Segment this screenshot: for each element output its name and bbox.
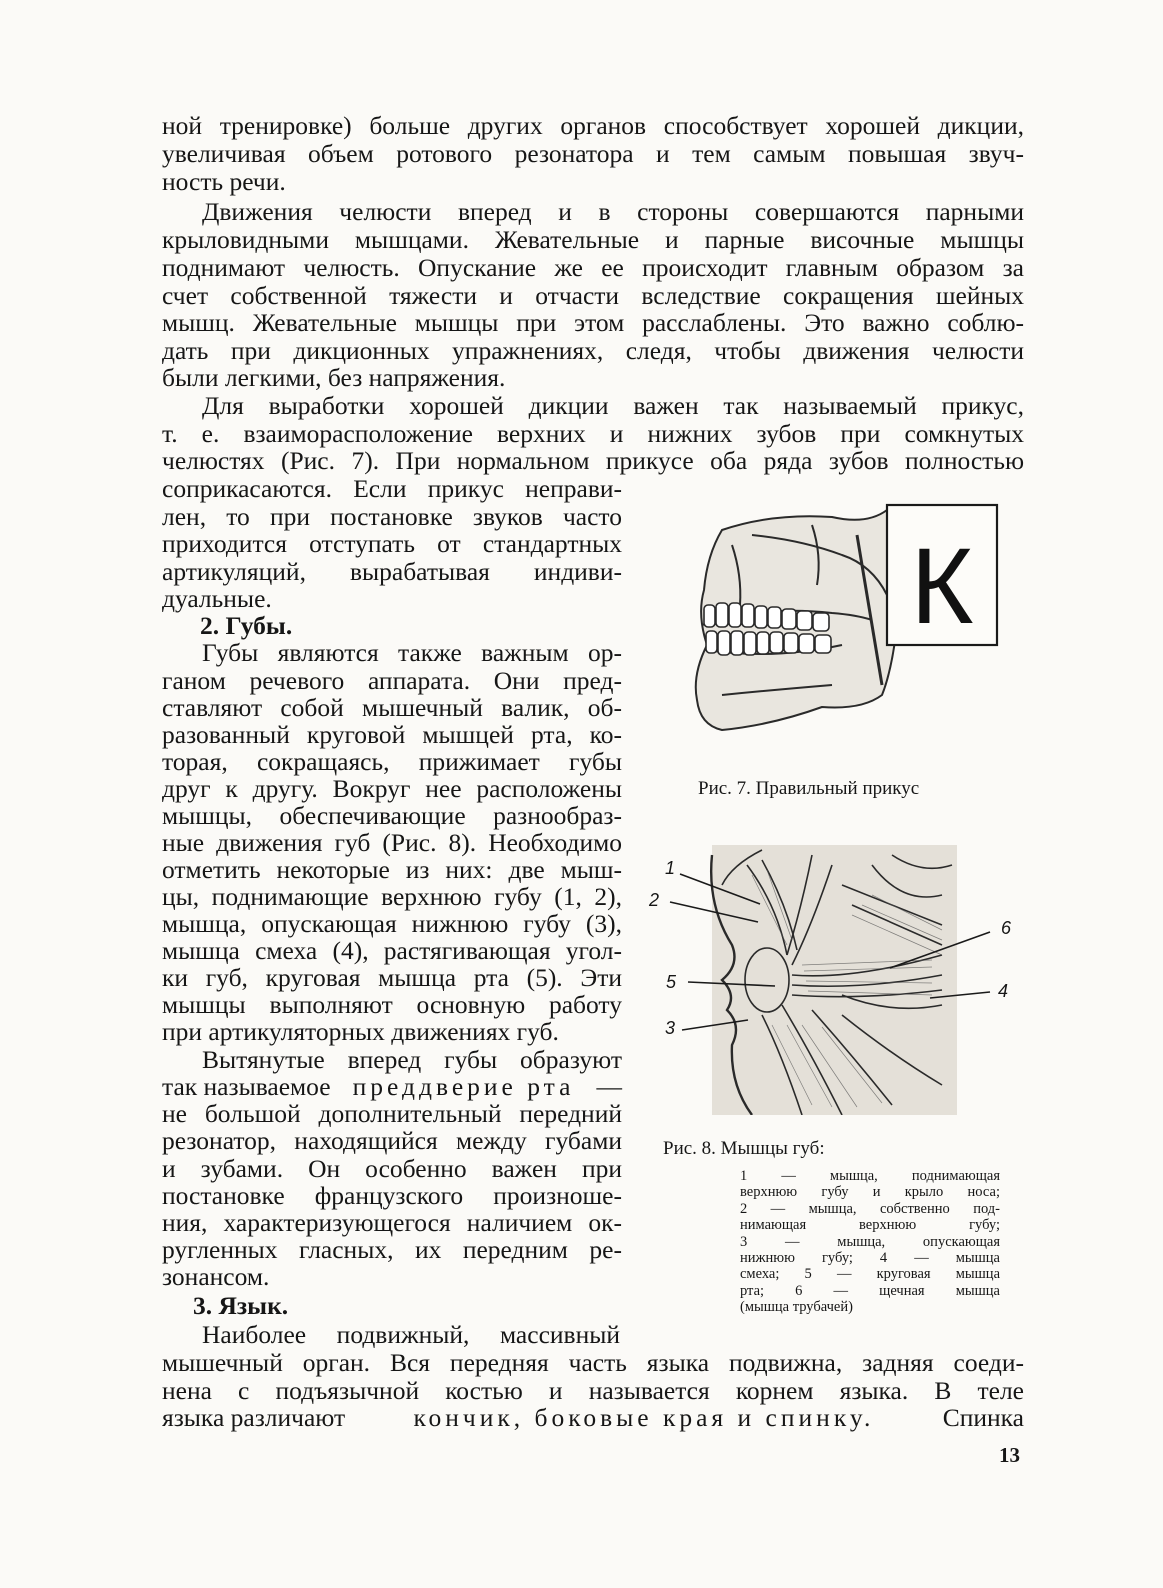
text-line: мышечный орган. Вся передняя часть языка подвижна, задняя соеди- — [162, 1348, 1024, 1377]
label-5: 5 — [666, 972, 677, 992]
text-line: постановке французского произноше- — [162, 1181, 622, 1210]
text-line: артикуляций, вырабатывая индиви- — [162, 557, 622, 586]
text-line: поднимают челюсть. Опускание же ее происходит главным образом за — [162, 253, 1024, 282]
text-line: мышцы, обеспечивающие разнообраз- — [162, 801, 622, 830]
text-line: соприкасаются. Если прикус неправи- — [162, 474, 622, 503]
text-line: ния, характеризующегося наличием ок- — [162, 1208, 622, 1237]
term-tongue-parts: кончик, боковые края и спинку. — [413, 1403, 875, 1432]
text-line: дуальные. — [162, 584, 272, 613]
figure-7-caption: Рис. 7. Правильный прикус — [698, 778, 920, 799]
text-line: челюстях (Рис. 7). При нормальном прикусе оба ряда зубов полностью — [162, 446, 1024, 475]
section-heading-tongue: 3. Язык. — [193, 1291, 289, 1320]
text-line: счет собственной тяжести и отчасти вследствие сокращения шейных — [162, 281, 1024, 310]
label-3: 3 — [665, 1018, 676, 1038]
text-line: дать при дикционных упражнениях, следя, чтобы движения челюсти — [162, 336, 1024, 365]
legend-line: 3 — мышца, опускающая — [740, 1233, 1000, 1250]
text-line: и зубами. Он особенно важен при — [162, 1154, 622, 1183]
text-fragment: — — [596, 1072, 622, 1101]
text-line: ность речи. — [162, 167, 286, 196]
text-line: крыловидными мышцами. Жевательные и парные височные мышцы — [162, 225, 1024, 254]
legend-line: 2 — мышца, собственно под- — [740, 1200, 1000, 1217]
text-line: ной тренировке) больше других органов способствует хорошей дикции, — [162, 111, 1024, 140]
label-6: 6 — [1001, 918, 1012, 938]
text-line: Вытянутые вперед губы образуют — [202, 1045, 622, 1074]
text-line: цы, поднимающие верхнюю губу (1, 2), — [162, 882, 622, 911]
text-line: нена с подъязычной костью и называется корнем языка. В теле — [162, 1376, 1024, 1405]
text-line: ки губ, круговая мышца рта (5). Эти — [162, 963, 622, 992]
text-line: ругленных гласных, их передним ре- — [162, 1235, 622, 1264]
text-line — [162, 1404, 1024, 1432]
figure-8-leader-lines — [650, 860, 1010, 1050]
text-line — [162, 1073, 622, 1101]
text-fragment: так называемое — [162, 1072, 331, 1101]
text-line: ставляют собой мышечный валик, об- — [162, 693, 622, 722]
text-line: Движения челюсти вперед и в стороны совершаются парными — [202, 197, 1024, 226]
figure-8-legend — [740, 1168, 1000, 1316]
text-line: мышцы выполняют основную работу — [162, 990, 622, 1019]
text-line: Наиболее подвижный, массивный — [202, 1320, 620, 1349]
page-number: 13 — [999, 1443, 1020, 1467]
text-line: торая, сокращаясь, прижимает губы — [162, 747, 622, 776]
text-line: Для выработки хорошей дикции важен так называемый прикус, — [202, 391, 1024, 420]
label-1: 1 — [665, 858, 676, 878]
text-line: приходится отступать от стандартных — [162, 529, 622, 558]
text-fragment: языка различают — [162, 1403, 346, 1432]
text-line: друг к другу. Вокруг нее расположены — [162, 774, 622, 803]
text-line: увеличивая объем ротового резонатора и тем самым повышая звуч- — [162, 139, 1024, 168]
text-line: ганом речевого аппарата. Они пред- — [162, 666, 622, 695]
text-line: т. е. взаиморасположение верхних и нижних зубов при сомкнутых — [162, 419, 1024, 448]
text-fragment: Спинка — [942, 1403, 1024, 1432]
text-line: мышц. Жевательные мышцы при этом расслаблены. Это важно соблю- — [162, 308, 1024, 337]
text-line: были легкими, без напряжения. — [162, 363, 506, 392]
legend-line: рта; 6 — щечная мышца — [740, 1282, 1000, 1299]
text-line: отметить некоторые из них: две мыш- — [162, 855, 622, 884]
legend-line: верхнюю губу и крыло носа; — [740, 1184, 1000, 1201]
text-line: Губы являются также важным ор- — [202, 638, 622, 667]
legend-line: 1 — мышца, поднимающая — [740, 1168, 1000, 1184]
text-line: ные движения губ (Рис. 8). Необходимо — [162, 828, 622, 857]
text-line: не большой дополнительный передний — [162, 1099, 622, 1128]
legend-line: нижнюю губу; 4 — мышца — [740, 1250, 1000, 1267]
legend-line: смеха; 5 — круговая мышца — [740, 1266, 1000, 1283]
section-heading-lips: 2. Губы. — [200, 611, 293, 640]
legend-line: (мышца трубачей) — [740, 1299, 853, 1316]
text-line: мышца смеха (4), растягивающая угол- — [162, 936, 622, 965]
text-line: резонатор, находящийся между губами — [162, 1126, 622, 1155]
label-4: 4 — [998, 981, 1009, 1001]
text-line: зонансом. — [162, 1262, 270, 1291]
legend-line: нимающая верхнюю губу; — [740, 1217, 1000, 1234]
text-line: разованный круговой мышцей рта, ко- — [162, 720, 622, 749]
figure-8-caption: Рис. 8. Мышцы губ: — [663, 1138, 825, 1159]
term-vestibule: преддверие рта — [352, 1072, 575, 1101]
label-2: 2 — [649, 890, 660, 910]
letter-card-text: К — [910, 525, 974, 646]
figure-7-skull-illustration — [682, 495, 1002, 745]
text-line: мышца, опускающая нижнюю губу (3), — [162, 909, 622, 938]
text-line: лен, то при постановке звуков часто — [162, 502, 622, 531]
text-line: при артикуляторных движениях губ. — [162, 1017, 559, 1046]
